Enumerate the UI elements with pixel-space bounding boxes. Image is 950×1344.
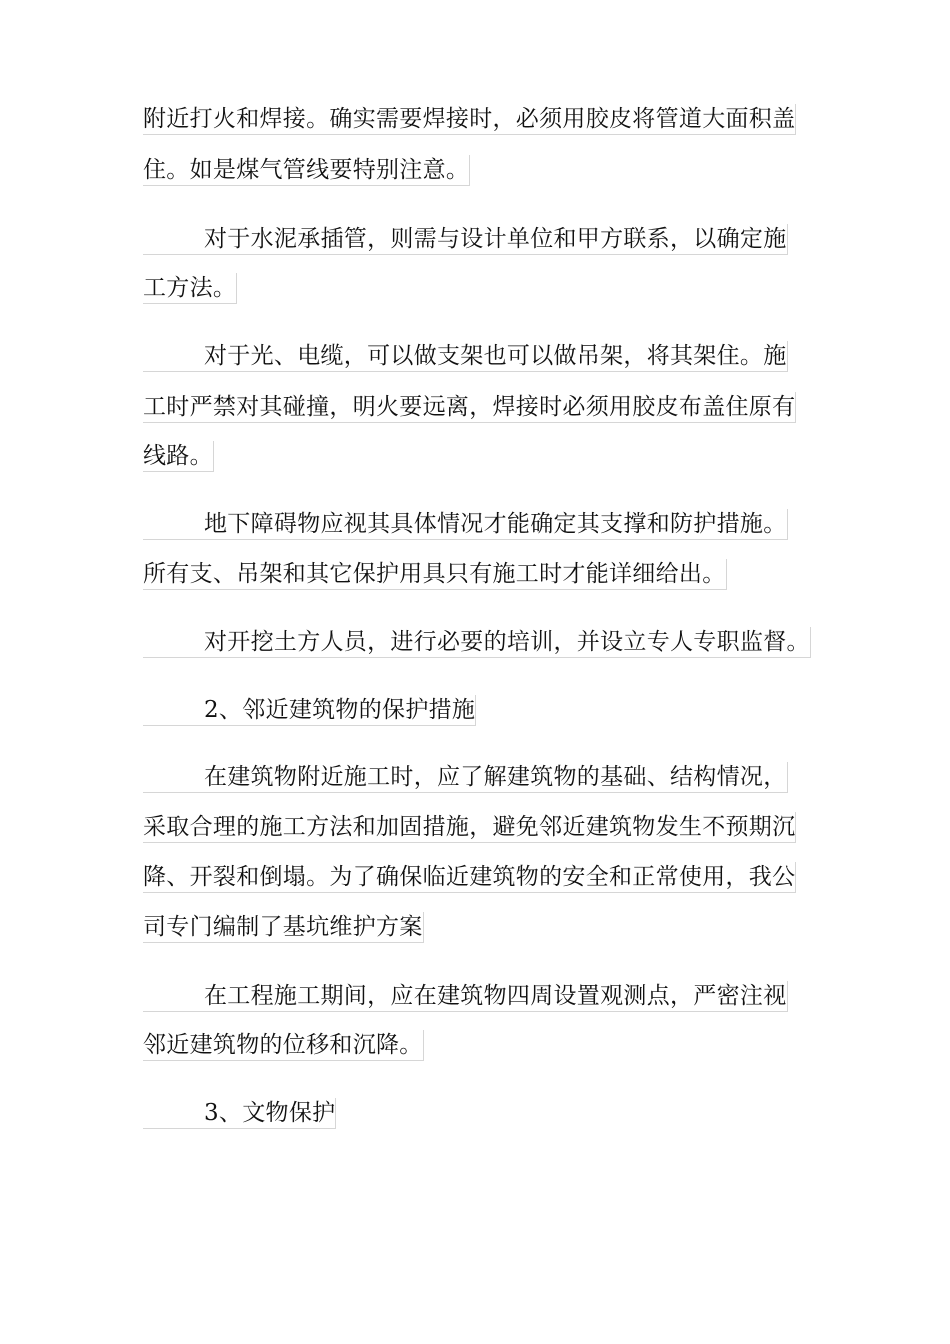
- text-line: 对于光、电缆，可以做支架也可以做吊架，将其架住。施: [143, 341, 788, 372]
- text-line: 降、开裂和倒塌。为了确保临近建筑物的安全和正常使用，我公: [143, 862, 796, 893]
- text-line: 对于水泥承插管，则需与设计单位和甲方联系，以确定施: [143, 224, 788, 255]
- text-line: 地下障碍物应视其具体情况才能确定其支撑和防护措施。: [143, 509, 788, 540]
- text-line: 采取合理的施工方法和加固措施，避免邻近建筑物发生不预期沉: [143, 812, 796, 843]
- text-line: 在建筑物附近施工时，应了解建筑物的基础、结构情况，: [143, 762, 788, 793]
- text-line: 邻近建筑物的位移和沉降。: [143, 1030, 424, 1061]
- text-line: 线路。: [143, 441, 214, 472]
- text-line: 司专门编制了基坑维护方案: [143, 912, 424, 943]
- section-heading: 2、邻近建筑物的保护措施: [143, 695, 476, 726]
- text-line: 所有支、吊架和其它保护用具只有施工时才能详细给出。: [143, 559, 727, 590]
- text-line: 工时严禁对其碰撞，明火要远离，焊接时必须用胶皮布盖住原有: [143, 392, 796, 423]
- section-heading: 3、文物保护: [143, 1098, 336, 1129]
- text-line: 在工程施工期间，应在建筑物四周设置观测点，严密注视: [143, 981, 788, 1012]
- text-line: 住。如是煤气管线要特别注意。: [143, 155, 470, 186]
- text-line: 对开挖土方人员，进行必要的培训，并设立专人专职监督。: [143, 627, 811, 658]
- text-line: 附近打火和焊接。确实需要焊接时，必须用胶皮将管道大面积盖: [143, 104, 796, 135]
- text-line: 工方法。: [143, 273, 237, 304]
